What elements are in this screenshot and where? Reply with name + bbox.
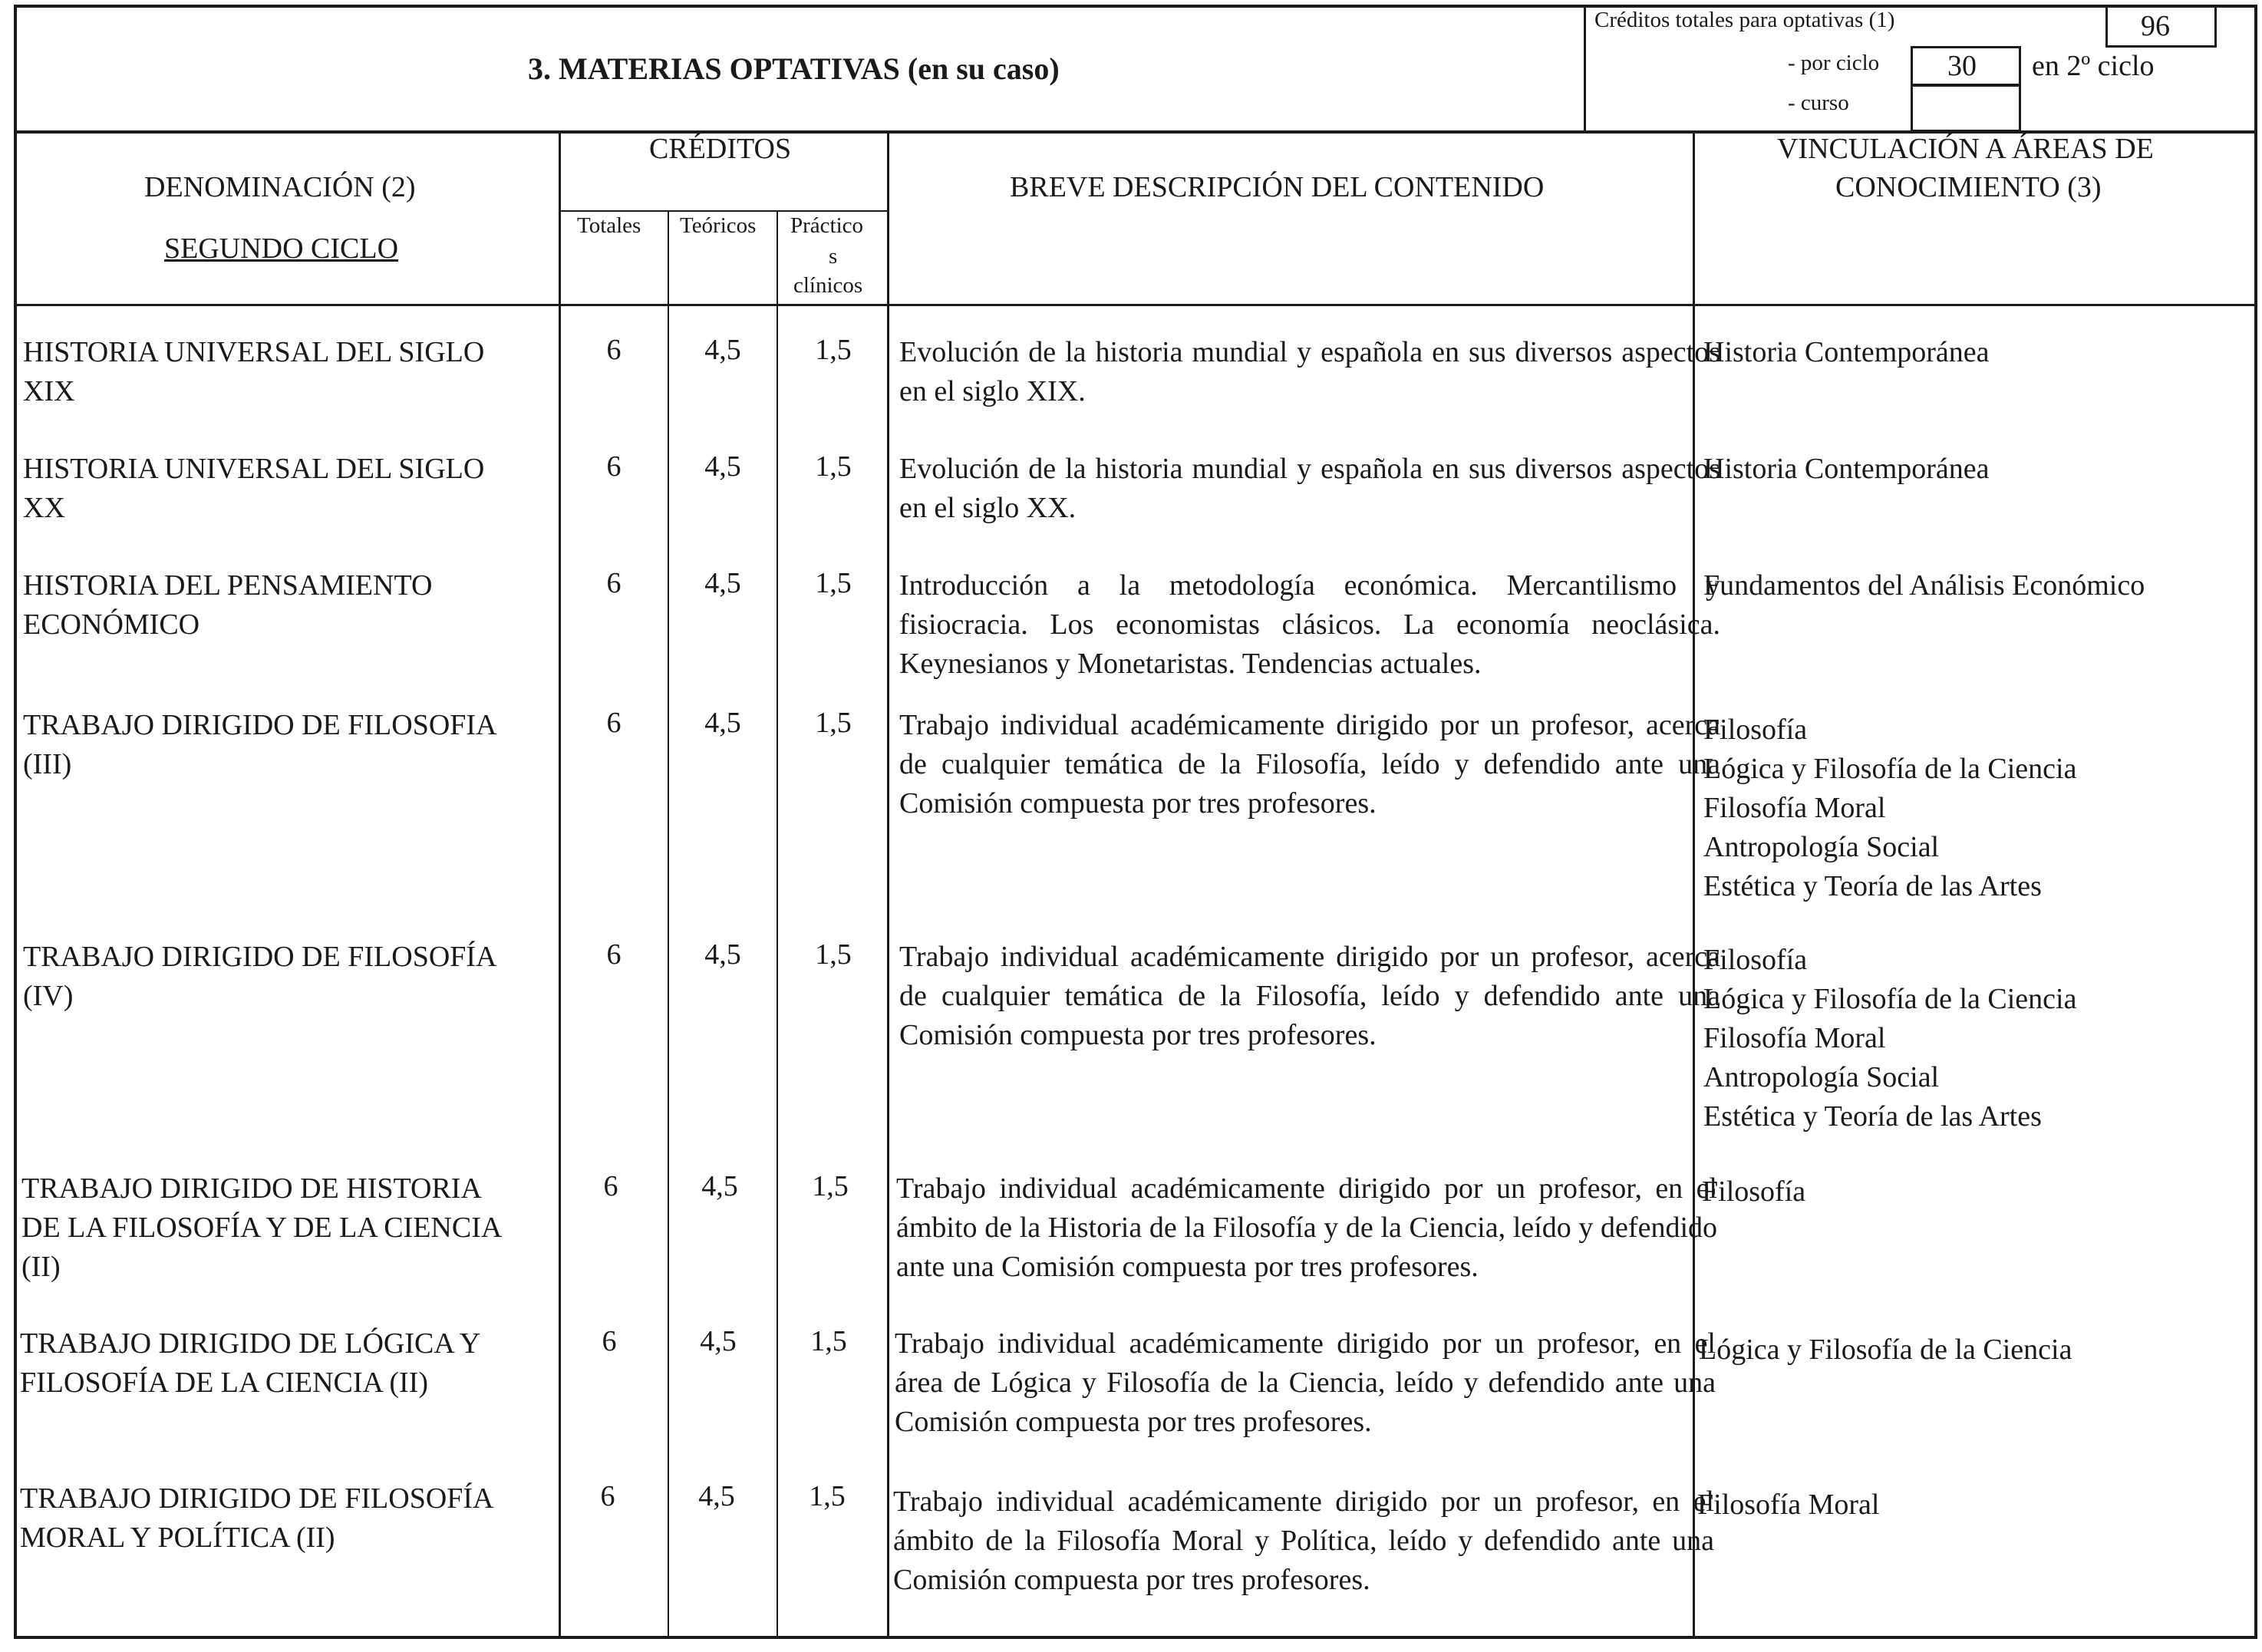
row-name-line: MORAL Y POLÍTICA (II) [20, 1522, 335, 1554]
row-totales: 6 [606, 938, 622, 971]
row-descripcion: Trabajo individual académicamente dirigido por un profesor, en el ámbito de la Filosofía Moral y Política, leído y defendido ante una Comisión compuesta por tres profesores. [893, 1485, 1714, 1596]
col-rule-1 [559, 132, 561, 1639]
row-descripcion: Trabajo individual académicamente dirigido por un profesor, acerca de cualquier temática de la Filosofía, leído y defendido ante una Comisión compuesta por tres profesores. [899, 709, 1720, 819]
row-teoricos: 4,5 [704, 567, 741, 599]
row-practicos: 1,5 [809, 1480, 846, 1512]
row-name-line: TRABAJO DIRIGIDO DE FILOSOFÍA [23, 941, 497, 973]
col-denominacion-header: DENOMINACIÓN (2) [144, 171, 416, 203]
row-practicos: 1,5 [812, 1170, 849, 1202]
column-header-bottom-rule [14, 304, 2257, 306]
row-name-line: (IV) [23, 980, 74, 1012]
row-name-line: XX [23, 492, 65, 524]
row-teoricos: 4,5 [704, 334, 741, 366]
row-totales: 6 [606, 707, 622, 739]
curso-box [1911, 84, 2021, 132]
por-ciclo-value: 30 [1947, 50, 1977, 82]
credits-total-label: Créditos totales para optativas (1) [1594, 8, 1895, 32]
row-area: Historia Contemporánea [1703, 453, 1990, 485]
col-rule-2 [668, 212, 669, 1639]
header-divider [1584, 5, 1586, 132]
row-totales: 6 [600, 1480, 615, 1512]
col-practicos-header-1: Práctico [790, 213, 864, 238]
row-descripcion: Trabajo individual académicamente dirigido por un profesor, acerca de cualquier temática de la Filosofía, leído y defendido ante una Comisión compuesta por tres profesores. [899, 941, 1720, 1051]
row-area: Lógica y Filosofía de la Ciencia [1699, 1334, 2072, 1366]
row-name-line: TRABAJO DIRIGIDO DE HISTORIA [21, 1172, 482, 1205]
col-practicos-header-3: clínicos [793, 273, 863, 298]
row-area: Filosofía [1703, 714, 1808, 746]
row-name-line: TRABAJO DIRIGIDO DE LÓGICA Y [20, 1327, 481, 1360]
row-teoricos: 4,5 [704, 707, 741, 739]
por-ciclo-label: - por ciclo [1788, 51, 1880, 75]
row-totales: 6 [606, 450, 622, 483]
row-practicos: 1,5 [810, 1325, 847, 1357]
row-totales: 6 [602, 1325, 617, 1357]
row-name-line: (III) [23, 748, 72, 780]
credits-total-value: 96 [2141, 10, 2170, 42]
row-teoricos: 4,5 [704, 450, 741, 483]
row-totales: 6 [603, 1170, 618, 1202]
row-area: Estética y Teoría de las Artes [1703, 1100, 2042, 1133]
row-name-line: FILOSOFÍA DE LA CIENCIA (II) [20, 1367, 428, 1399]
row-descripcion: Introducción a la metodología económica. Mercantilismo y fisiocracia. Los economistas clásicos. La economía neoclásica. Keynesianos y Monetaristas. Tendencias actuales. [899, 569, 1720, 680]
row-area: Antropología Social [1703, 831, 1940, 863]
row-name-line: (II) [21, 1251, 61, 1283]
row-area: Filosofía [1702, 1176, 1806, 1208]
col-segundo-ciclo-header: SEGUNDO CICLO [164, 232, 399, 265]
row-practicos: 1,5 [815, 450, 852, 483]
row-descripcion: Trabajo individual académicamente dirigido por un profesor, en el ámbito de la Historia de la Filosofía y de la Ciencia, leído y defendido ante una Comisión compuesta por tres profesores. [896, 1172, 1717, 1283]
row-teoricos: 4,5 [700, 1325, 737, 1357]
row-teoricos: 4,5 [698, 1480, 735, 1512]
row-descripcion: Evolución de la historia mundial y española en sus diversos aspectos en el siglo XIX. [899, 336, 1720, 407]
row-totales: 6 [606, 567, 622, 599]
row-area: Filosofía Moral [1703, 1022, 1886, 1054]
row-practicos: 1,5 [815, 938, 852, 971]
curso-label: - curso [1788, 91, 1849, 115]
col-teoricos-header: Teóricos [680, 213, 757, 238]
row-area: Filosofía [1703, 944, 1808, 976]
row-practicos: 1,5 [815, 567, 852, 599]
row-area: Filosofía Moral [1703, 792, 1886, 824]
row-teoricos: 4,5 [701, 1170, 738, 1202]
row-practicos: 1,5 [815, 334, 852, 366]
row-name-line: HISTORIA UNIVERSAL DEL SIGLO [23, 453, 485, 485]
row-area: Historia Contemporánea [1703, 336, 1990, 368]
col-totales-header: Totales [577, 213, 641, 238]
row-descripcion: Trabajo individual académicamente dirigido por un profesor, en el área de Lógica y Filosofía de la Ciencia, leído y defendido ante una Comisión compuesta por tres profesores. [895, 1327, 1716, 1438]
row-area: Filosofía Moral [1697, 1489, 1880, 1521]
col-rule-4 [887, 132, 889, 1639]
row-teoricos: 4,5 [704, 938, 741, 971]
col-rule-3 [777, 212, 778, 1639]
row-area: Fundamentos del Análisis Económico [1703, 569, 2145, 602]
col-creditos-header: CRÉDITOS [649, 133, 792, 165]
ciclo-text: en 2º ciclo [2032, 50, 2155, 82]
creditos-sub-rule [559, 210, 887, 212]
row-area: Antropología Social [1703, 1061, 1940, 1093]
row-descripcion: Evolución de la historia mundial y española en sus diversos aspectos en el siglo XX. [899, 453, 1720, 524]
row-name-line: TRABAJO DIRIGIDO DE FILOSOFIA [23, 709, 497, 741]
row-area: Lógica y Filosofía de la Ciencia [1703, 753, 2077, 785]
col-practicos-header-2: s [829, 244, 838, 269]
row-area: Lógica y Filosofía de la Ciencia [1703, 983, 2077, 1015]
row-totales: 6 [606, 334, 622, 366]
col-vinculacion-header-1: VINCULACIÓN A ÁREAS DE [1777, 133, 2154, 165]
row-name-line: TRABAJO DIRIGIDO DE FILOSOFÍA [20, 1482, 494, 1515]
page-title: 3. MATERIAS OPTATIVAS (en su caso) [528, 51, 1060, 86]
row-name-line: ECONÓMICO [23, 608, 200, 641]
row-name-line: DE LA FILOSOFÍA Y DE LA CIENCIA [21, 1212, 503, 1244]
row-name-line: HISTORIA DEL PENSAMIENTO [23, 569, 433, 602]
col-vinculacion-header-2: CONOCIMIENTO (3) [1835, 171, 2102, 203]
row-practicos: 1,5 [815, 707, 852, 739]
row-name-line: XIX [23, 375, 75, 407]
row-name-line: HISTORIA UNIVERSAL DEL SIGLO [23, 336, 485, 368]
row-area: Estética y Teoría de las Artes [1703, 870, 2042, 902]
col-descripcion-header: BREVE DESCRIPCIÓN DEL CONTENIDO [1010, 171, 1545, 203]
